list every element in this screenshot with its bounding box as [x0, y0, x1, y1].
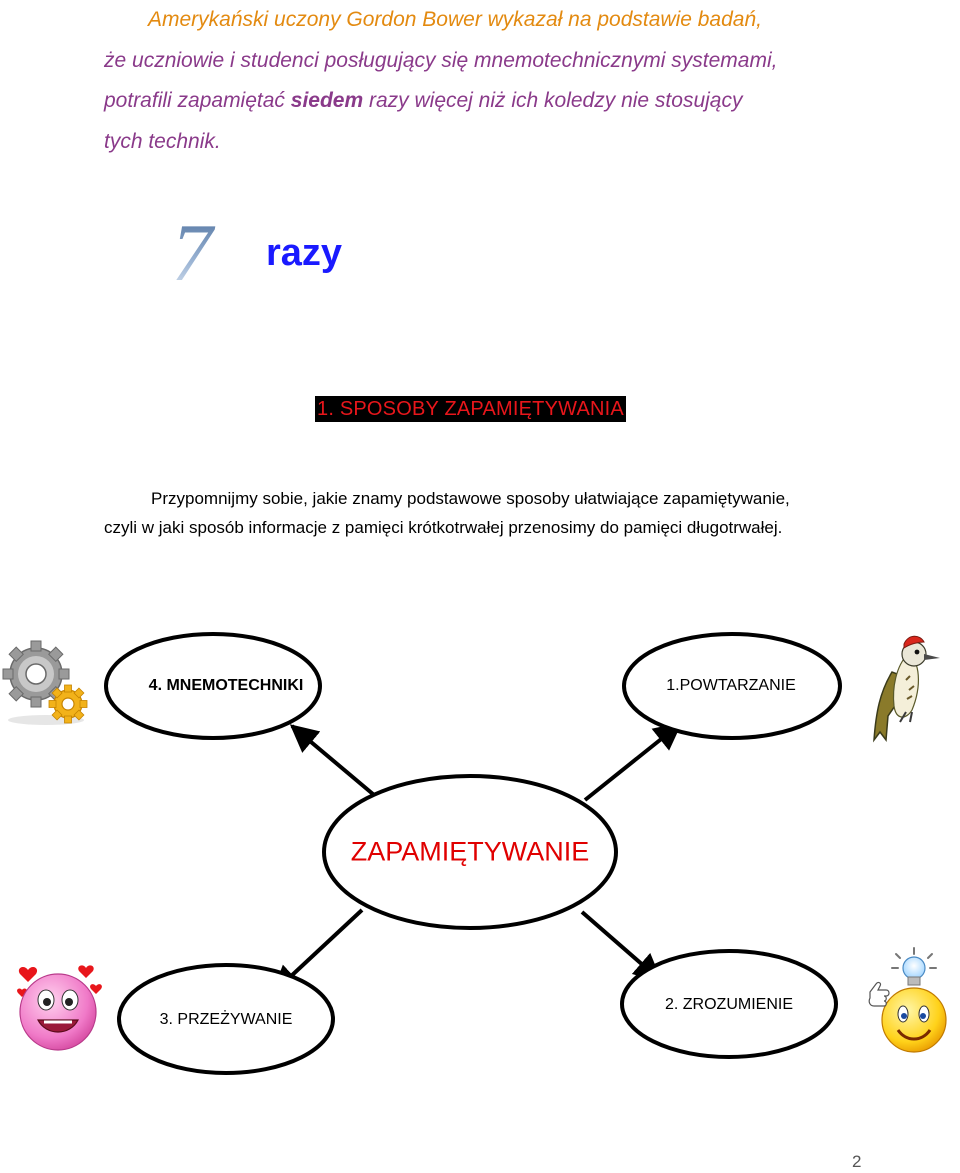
node-powtarzanie: 1.POWTARZANIE	[666, 677, 796, 694]
node-center-zapamietywanie: ZAPAMIĘTYWANIE	[350, 836, 590, 867]
arrow-to-powtarzanie	[585, 724, 680, 800]
gears-icon	[2, 640, 90, 726]
section-title: 1. SPOSOBY ZAPAMIĘTYWANIA	[317, 398, 624, 420]
body-line-2: czyli w jaki sposób informacje z pamięci krótkotrwałej przenosimy do pamięci długotrwałej.	[104, 518, 783, 537]
arrow-to-mnemotechniki	[292, 726, 380, 800]
razy-label: razy	[266, 232, 343, 274]
node-przezywanie: 3. PRZEŻYWANIE	[159, 1011, 293, 1028]
seven-digit: 7	[171, 216, 213, 286]
body-line-1: Przypomnijmy sobie, jakie znamy podstawowe sposoby ułatwiające zapamiętywanie,	[151, 489, 790, 508]
love-smiley-icon	[14, 960, 104, 1054]
intro-highlight-siedem: siedem	[290, 89, 364, 112]
node-mnemotechniki: 4. MNEMOTECHNIKI	[148, 677, 304, 694]
intro-line-3-start: potrafili zapamiętać	[104, 89, 291, 112]
intro-line-3-end: razy więcej niż ich koledzy nie stosujący	[363, 89, 743, 112]
page-number: 2	[852, 1152, 862, 1171]
intro-line-1: Amerykański uczony Gordon Bower wykazał na podstawie badań,	[148, 8, 762, 31]
node-zrozumienie: 2. ZROZUMIENIE	[664, 996, 794, 1013]
intro-line-2: że uczniowie i studenci posługujący się mnemotechnicznymi systemami,	[104, 48, 778, 72]
woodpecker-icon	[862, 632, 942, 744]
idea-smiley-icon	[852, 944, 952, 1056]
intro-line-4: tych technik.	[104, 129, 221, 153]
